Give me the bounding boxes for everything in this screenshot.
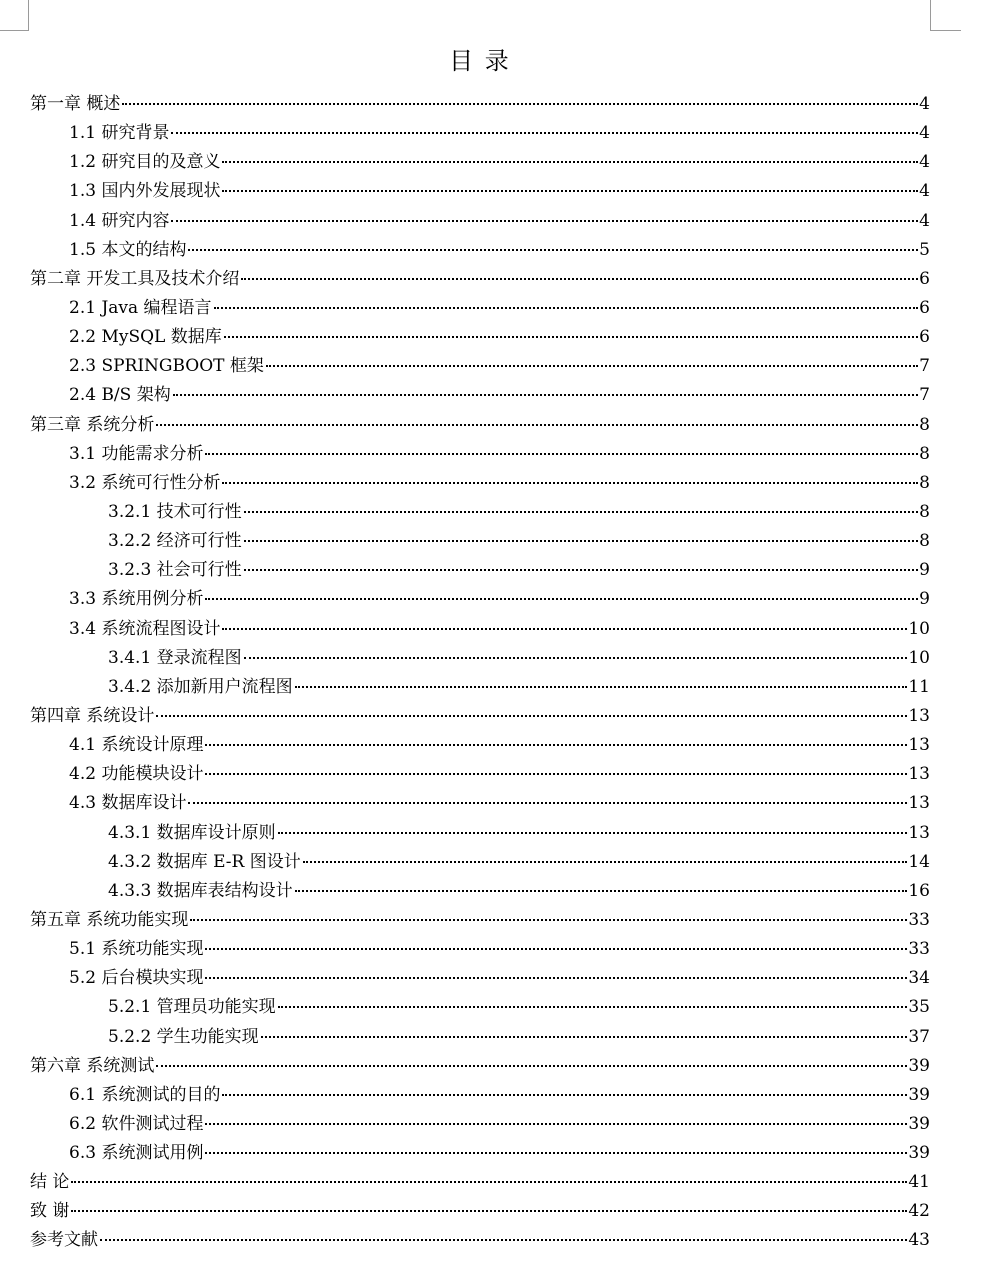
toc-entry-page-number: 5 [919, 239, 930, 260]
toc-entry-label: 3.4 系统流程图设计 [69, 618, 221, 639]
toc-entry[interactable] [30, 381, 930, 410]
toc-entry-label: 3.2.3 社会可行性 [108, 560, 242, 581]
toc-entry-label: 致 谢 [30, 1201, 70, 1222]
toc-entry-page-number: 35 [908, 997, 930, 1018]
toc-entry[interactable] [30, 265, 930, 294]
toc-entry-label: 3.2.2 经济可行性 [108, 531, 242, 552]
toc-dot-leader [205, 948, 907, 950]
toc-entry-label: 3.4.2 添加新用户流程图 [108, 676, 293, 697]
toc-entry-page-number: 13 [908, 705, 930, 726]
toc-dot-leader [222, 628, 907, 630]
toc-entry-page-number: 39 [908, 1055, 930, 1076]
toc-dot-leader [244, 657, 908, 659]
toc-dot-leader [122, 103, 918, 105]
toc-entry[interactable] [30, 760, 930, 789]
toc-dot-leader [71, 1210, 907, 1212]
toc-entry-label: 第五章 系统功能实现 [30, 909, 189, 930]
toc-dot-leader [205, 1152, 907, 1154]
toc-entry[interactable] [30, 556, 930, 585]
toc-entry[interactable] [30, 1226, 930, 1255]
toc-dot-leader [295, 890, 908, 892]
toc-dot-leader [278, 1006, 908, 1008]
toc-dot-leader [244, 569, 919, 571]
toc-entry-label: 1.2 研究目的及意义 [69, 152, 221, 173]
toc-entry-page-number: 4 [919, 94, 930, 114]
toc-entry-label: 第三章 系统分析 [30, 414, 155, 435]
toc-entry[interactable] [30, 1197, 930, 1226]
toc-entry-label: 第六章 系统测试 [30, 1055, 155, 1076]
toc-entry[interactable] [30, 993, 930, 1022]
toc-dot-leader [173, 394, 918, 396]
toc-dot-leader [156, 715, 907, 717]
toc-entry[interactable] [30, 789, 930, 818]
toc-entry-label: 4.3.2 数据库 E-R 图设计 [108, 851, 301, 872]
toc-entry-page-number: 8 [919, 443, 930, 464]
toc-entry-label: 3.2 系统可行性分析 [69, 472, 221, 493]
toc-dot-leader [266, 365, 918, 367]
toc-entry[interactable] [30, 177, 930, 206]
toc-entry-label: 5.2.1 管理员功能实现 [108, 997, 276, 1018]
toc-entry[interactable] [30, 323, 930, 352]
toc-dot-leader [156, 1065, 907, 1067]
toc-entry-page-number: 4 [919, 123, 930, 144]
toc-entry[interactable] [30, 877, 930, 906]
toc-entry[interactable] [30, 411, 930, 440]
toc-entry-page-number: 16 [908, 880, 930, 901]
toc-entry-label: 3.3 系统用例分析 [69, 589, 204, 610]
toc-entry-label: 第四章 系统设计 [30, 705, 155, 726]
toc-dot-leader [188, 249, 918, 251]
toc-entry[interactable] [30, 731, 930, 760]
toc-dot-leader [188, 802, 907, 804]
toc-entry[interactable] [30, 1110, 930, 1139]
toc-entry-label: 4.1 系统设计原理 [69, 735, 204, 756]
toc-entry[interactable] [30, 440, 930, 469]
toc-entry-page-number: 39 [908, 1084, 930, 1105]
toc-entry-page-number: 13 [908, 793, 930, 814]
toc-entry-page-number: 7 [919, 356, 930, 377]
toc-entry-label: 5.2.2 学生功能实现 [108, 1026, 259, 1047]
toc-dot-leader [190, 919, 907, 921]
toc-entry[interactable] [30, 673, 930, 702]
toc-entry-page-number: 4 [919, 210, 930, 231]
toc-entry-page-number: 10 [908, 618, 930, 639]
toc-entry-page-number: 33 [908, 939, 930, 960]
toc-entry-page-number: 13 [908, 822, 930, 843]
toc-dot-leader [303, 861, 908, 863]
toc-entry[interactable] [30, 90, 930, 119]
toc-entry[interactable] [30, 848, 930, 877]
toc-entry-page-number: 39 [908, 1113, 930, 1134]
toc-title: 目 录 [449, 47, 511, 75]
toc-entry[interactable] [30, 148, 930, 177]
toc-entry-page-number: 8 [919, 531, 930, 552]
toc-entry[interactable] [30, 1023, 930, 1052]
toc-entry-page-number: 9 [919, 589, 930, 610]
toc-entry-label: 2.4 B/S 架构 [69, 385, 171, 406]
toc-dot-leader [205, 1123, 907, 1125]
toc-entry[interactable] [30, 935, 930, 964]
toc-dot-leader [222, 1094, 907, 1096]
toc-entry-page-number: 4 [919, 152, 930, 173]
toc-entry[interactable] [30, 964, 930, 993]
toc-entry-page-number: 43 [908, 1230, 930, 1251]
toc-entry-page-number: 8 [919, 501, 930, 522]
toc-entry-page-number: 6 [919, 268, 930, 289]
toc-entry-label: 1.1 研究背景 [69, 123, 170, 144]
toc-entry-label: 3.4.1 登录流程图 [108, 647, 242, 668]
toc-entry-label: 6.1 系统测试的目的 [69, 1084, 221, 1105]
toc-entry[interactable] [30, 702, 930, 731]
toc-entry[interactable] [30, 906, 930, 935]
toc-dot-leader [205, 773, 907, 775]
toc-entry-label: 6.3 系统测试用例 [69, 1143, 204, 1164]
toc-dot-leader [244, 540, 919, 542]
toc-dot-leader [295, 686, 908, 688]
toc-dot-leader [261, 1036, 908, 1038]
toc-entry-label: 5.2 后台模块实现 [69, 968, 204, 989]
toc-entry[interactable] [30, 1139, 930, 1168]
toc-entry-page-number: 11 [908, 676, 930, 697]
toc-entry-page-number: 39 [908, 1143, 930, 1164]
toc-dot-leader [205, 453, 918, 455]
toc-dot-leader [171, 220, 918, 222]
toc-dot-leader [71, 1181, 907, 1183]
toc-entry-label: 4.3.3 数据库表结构设计 [108, 880, 293, 901]
toc-entry-label: 3.1 功能需求分析 [69, 443, 204, 464]
toc-entry-page-number: 37 [908, 1026, 930, 1047]
toc-entry-page-number: 4 [919, 181, 930, 202]
toc-entry-page-number: 6 [919, 297, 930, 318]
toc-entry-page-number: 9 [919, 560, 930, 581]
toc-dot-leader [205, 598, 918, 600]
toc-entry-label: 2.3 SPRINGBOOT 框架 [69, 356, 264, 377]
toc-entry-page-number: 34 [908, 968, 930, 989]
toc-entry-label: 结 论 [30, 1172, 70, 1193]
toc-dot-leader [214, 307, 919, 309]
toc-entry[interactable] [30, 119, 930, 148]
toc-entry-label: 6.2 软件测试过程 [69, 1113, 204, 1134]
toc-dot-leader [224, 336, 918, 338]
toc-entry[interactable] [30, 294, 930, 323]
toc-entry-page-number: 8 [919, 472, 930, 493]
toc-dot-leader [222, 161, 918, 163]
crop-mark-top-right [930, 0, 961, 31]
toc-entry-label: 4.3 数据库设计 [69, 793, 187, 814]
toc-entry-page-number: 41 [908, 1172, 930, 1193]
toc-dot-leader [241, 278, 918, 280]
toc-entry-page-number: 7 [919, 385, 930, 406]
toc-entry-label: 参考文献 [30, 1230, 98, 1251]
toc-entry-page-number: 8 [919, 414, 930, 435]
toc-entry[interactable] [30, 498, 930, 527]
toc-entry-page-number: 13 [908, 735, 930, 756]
toc-entry-label: 1.4 研究内容 [69, 210, 170, 231]
toc-entry[interactable] [30, 585, 930, 614]
toc-dot-leader [222, 482, 918, 484]
toc-dot-leader [244, 511, 919, 513]
toc-entry[interactable] [30, 527, 930, 556]
toc-entry-page-number: 14 [908, 851, 930, 872]
toc-entry[interactable] [30, 1168, 930, 1197]
toc-entry[interactable] [30, 1081, 930, 1110]
toc-dot-leader [222, 190, 918, 192]
toc-entry-label: 4.3.1 数据库设计原则 [108, 822, 276, 843]
toc-entry[interactable] [30, 644, 930, 673]
toc-entry[interactable] [30, 352, 930, 381]
toc-entry-page-number: 42 [908, 1201, 930, 1222]
toc-entry[interactable] [30, 615, 930, 644]
toc-dot-leader [100, 1239, 907, 1241]
toc-entry-label: 4.2 功能模块设计 [69, 764, 204, 785]
toc-entry[interactable] [30, 819, 930, 848]
toc-entry-label: 1.3 国内外发展现状 [69, 181, 221, 202]
crop-mark-top-left [0, 0, 29, 31]
toc-dot-leader [278, 832, 908, 834]
toc-entry-page-number: 33 [908, 909, 930, 930]
table-of-contents [30, 90, 930, 1256]
toc-dot-leader [205, 744, 907, 746]
toc-entry-label: 2.2 MySQL 数据库 [69, 327, 222, 348]
toc-entry-page-number: 13 [908, 764, 930, 785]
toc-dot-leader [171, 132, 918, 134]
toc-entry-label: 3.2.1 技术可行性 [108, 501, 242, 522]
toc-entry[interactable] [30, 1052, 930, 1081]
toc-dot-leader [205, 977, 907, 979]
toc-entry[interactable] [30, 236, 930, 265]
toc-entry-label: 5.1 系统功能实现 [69, 939, 204, 960]
toc-entry-label: 2.1 Java 编程语言 [69, 297, 212, 318]
toc-entry-page-number: 10 [908, 647, 930, 668]
toc-entry-page-number: 6 [919, 327, 930, 348]
toc-dot-leader [156, 424, 918, 426]
toc-entry[interactable] [30, 469, 930, 498]
toc-entry[interactable] [30, 207, 930, 236]
toc-entry-label: 1.5 本文的结构 [69, 239, 187, 260]
toc-entry-label: 第一章 概述 [30, 94, 121, 114]
toc-entry-label: 第二章 开发工具及技术介绍 [30, 268, 240, 289]
